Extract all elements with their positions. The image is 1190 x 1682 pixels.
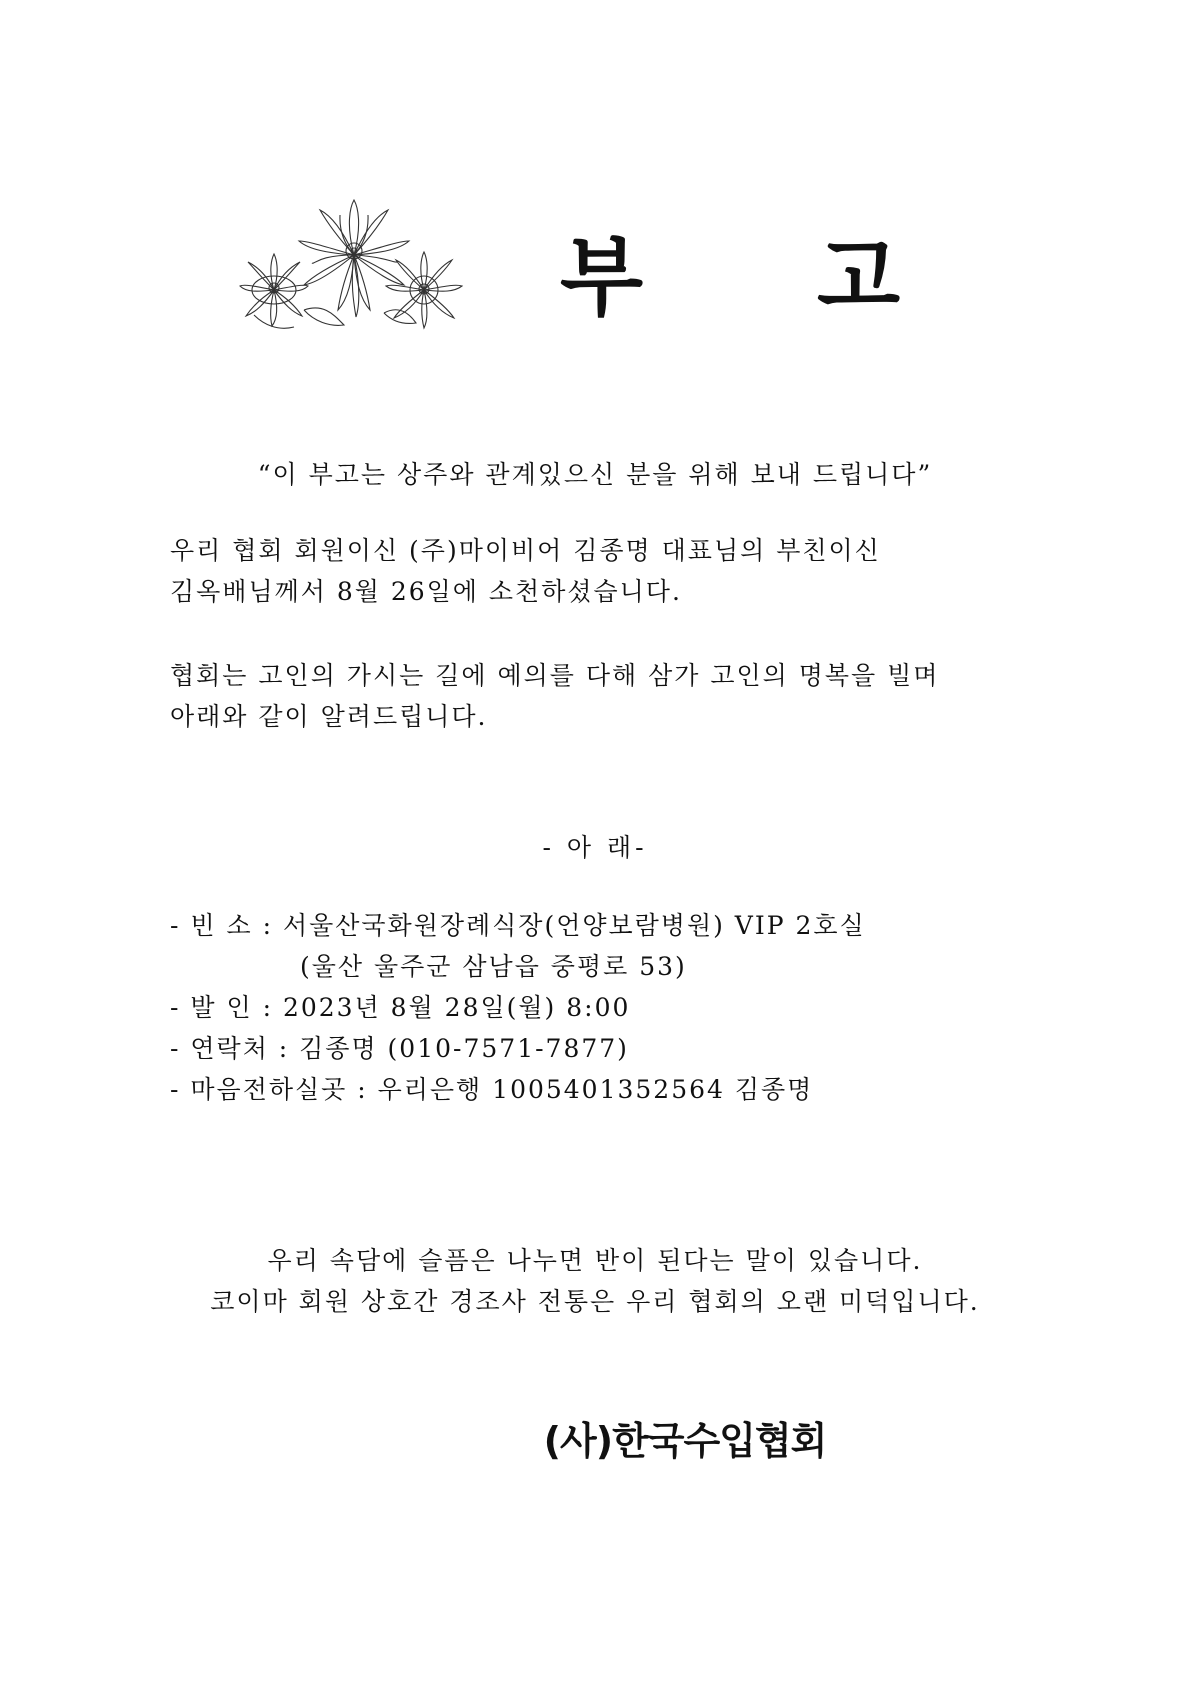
contact-row: - 연락처 : 김종명 (010-7571-7877) [170, 1034, 629, 1063]
condolence-line: 협회는 고인의 가시는 길에 예의를 다해 삼가 고인의 명복을 빌며 [170, 661, 940, 690]
intro-quote: “이 부고는 상주와 관계있으신 분을 위해 보내 드립니다” [257, 460, 933, 489]
closing-message [0, 1240, 1190, 1322]
closing-line: 우리 속담에 슬픔은 나누면 반이 된다는 말이 있습니다. [267, 1246, 923, 1275]
venue-address-row: (울산 울주군 삼남읍 중평로 53) [300, 952, 687, 981]
donation-row: - 마음전하실곳 : 우리은행 1005401352564 김종명 [170, 1075, 814, 1104]
announcement-line: 김옥배님께서 8월 26일에 소천하셨습니다. [170, 577, 682, 606]
chrysanthemum-icon [234, 195, 484, 345]
announcement-line: 우리 협회 회원이신 (주)마이비어 김종명 대표님의 부친이신 [170, 536, 881, 565]
procession-row: - 발 인 : 2023년 8월 28일(월) 8:00 [170, 993, 631, 1022]
announcement-paragraph [170, 530, 881, 612]
closing-line: 코이마 회원 상호간 경조사 전통은 우리 협회의 오랜 미덕입니다. [210, 1287, 980, 1316]
organization-name: (사)한국수입협회 [543, 1419, 827, 1463]
below-heading: - 아 래- [542, 833, 648, 862]
condolence-paragraph [170, 655, 939, 737]
page-title: 부 고 [560, 228, 973, 328]
condolence-line: 아래와 같이 알려드립니다. [170, 702, 488, 731]
venue-row: - 빈 소 : 서울산국화원장례식장(언양보람병원) VIP 2호실 [170, 911, 866, 940]
details-list [170, 905, 866, 1110]
